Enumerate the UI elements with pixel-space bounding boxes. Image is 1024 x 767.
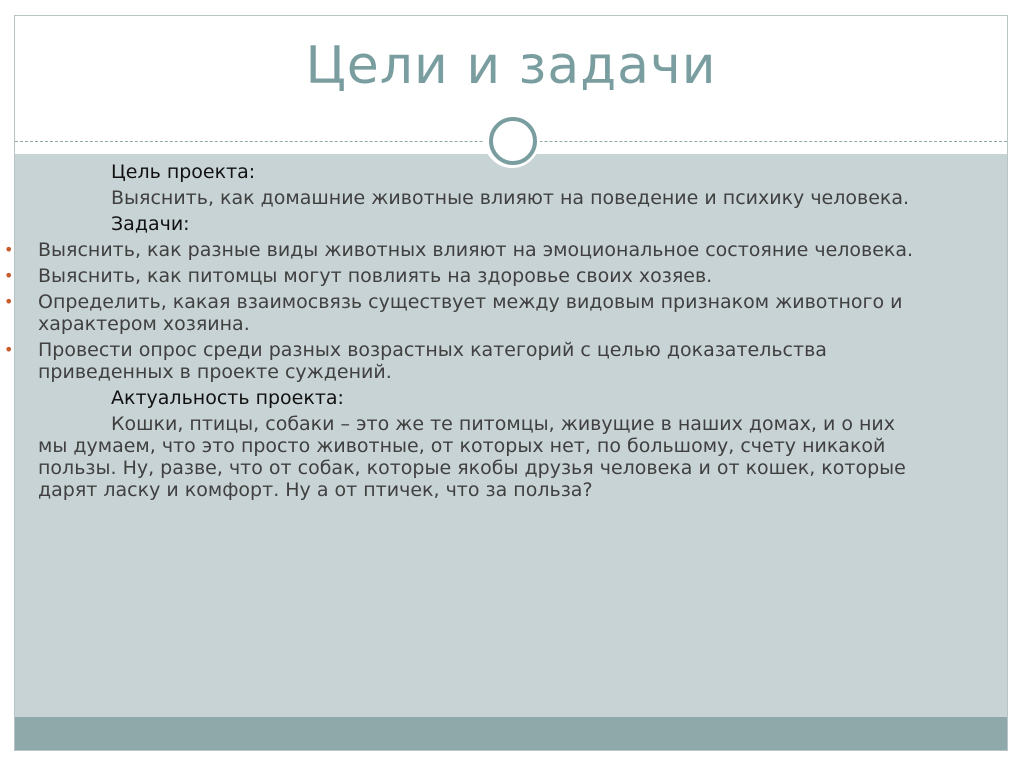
tasks-heading: Задачи: (111, 213, 190, 235)
bullet-icon: • (4, 292, 14, 311)
relevance-text: Кошки, птицы, собаки – это же те питомцы, живущие в наших домах, и о них мы думаем, что это просто животные, от которых нет, по большому, счету никакой пользы. Ну, разве, что от собак, которые якобы друзья человека и от кошек, которые дарят ласку и комфорт. Ну а от птичек, что за польза? (38, 413, 906, 501)
task-text: Провести опрос среди разных возрастных категорий с целью доказательства приведенных в проекте суждений. (38, 339, 827, 383)
bullet-icon: • (4, 340, 14, 359)
task-text: Выяснить, как разные виды животных влияют на эмоциональное состояние человека. (38, 239, 914, 261)
list-item (4, 239, 918, 261)
tasks-list (4, 239, 918, 383)
task-text: Выяснить, как питомцы могут повлиять на здоровье своих хозяев. (38, 265, 713, 287)
relevance-heading: Актуальность проекта: (111, 387, 344, 409)
bullet-icon: • (4, 266, 14, 285)
task-text: Определить, какая взаимосвязь существует между видовым признаком животного и характером хозяина. (38, 291, 903, 335)
bullet-icon: • (4, 240, 14, 259)
slide-body (4, 157, 918, 501)
slide-title: Цели и задачи (305, 36, 717, 96)
goal-text: Выяснить, как домашние животные влияют на поведение и психику человека. (111, 187, 910, 209)
list-item (4, 291, 918, 335)
list-item (4, 339, 918, 383)
list-item (4, 265, 918, 287)
goal-heading: Цель проекта: (111, 161, 256, 183)
footer-bar (15, 717, 1007, 751)
